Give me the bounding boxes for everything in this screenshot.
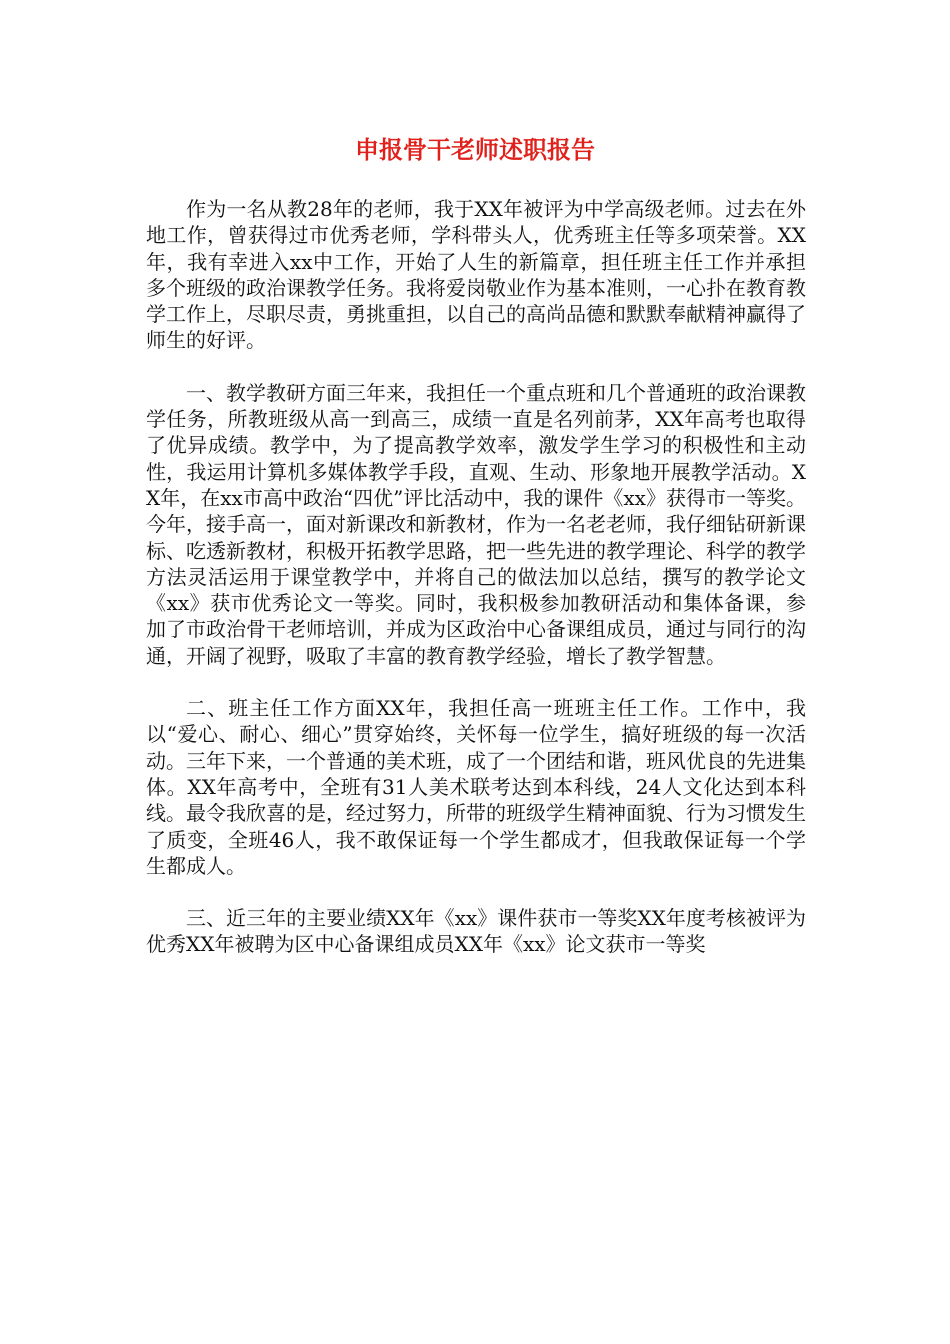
paragraph-achievements: 三、近三年的主要业绩XX年《xx》课件获市一等奖XX年度考核被评为优秀XX年被聘为区中心备课组成员XX年《xx》论文获市一等奖 — [146, 906, 806, 957]
document-body — [146, 196, 806, 984]
document-title: 申报骨干老师述职报告 — [355, 136, 595, 164]
paragraph-class-teacher-work: 二、班主任工作方面XX年，我担任高一班班主任工作。工作中，我以“爱心、耐心、细心”贯穿始终，关怀每一位学生，搞好班级的每一次活动。三年下来，一个普通的美术班，成了一个团结和谐，班风优良的先进集体。XX年高考中，全班有31人美术联考达到本科线，24人文化达到本科线。最令我欣喜的是，经过努力，所带的班级学生精神面貌、行为习惯发生了质变，全班46人，我不敢保证每一个学生都成才，但我敢保证每一个学生都成人。 — [146, 696, 806, 878]
paragraph-intro: 作为一名从教28年的老师，我于XX年被评为中学高级老师。过去在外地工作，曾获得过市优秀老师，学科带头人，优秀班主任等多项荣誉。XX年，我有幸进入xx中工作，开始了人生的新篇章，担任班主任工作并承担多个班级的政治课教学任务。我将爱岗敬业作为基本准则，一心扑在教育教学工作上，尽职尽责，勇挑重担，以自己的高尚品德和默默奉献精神赢得了师生的好评。 — [146, 197, 806, 353]
paragraph-teaching-research: 一、教学教研方面三年来，我担任一个重点班和几个普通班的政治课教学任务，所教班级从高一到高三，成绩一直是名列前茅，XX年高考也取得了优异成绩。教学中，为了提高教学效率，激发学生学习的积极性和主动性，我运用计算机多媒体教学手段，直观、生动、形象地开展教学活动。XX年，在xx市高中政治“四优”评比活动中，我的课件《xx》获得市一等奖。今年，接手高一，面对新课改和新教材，作为一名老老师，我仔细钻研新课标、吃透新教材，积极开拓教学思路，把一些先进的教学理论、科学的教学方法灵活运用于课堂教学中，并将自己的做法加以总结，撰写的教学论文《xx》获市优秀论文一等奖。同时，我积极参加教研活动和集体备课，参加了市政治骨干老师培训，并成为区政治中心备课组成员，通过与同行的沟通，开阔了视野，吸取了丰富的教育教学经验，增长了教学智慧。 — [146, 380, 806, 668]
